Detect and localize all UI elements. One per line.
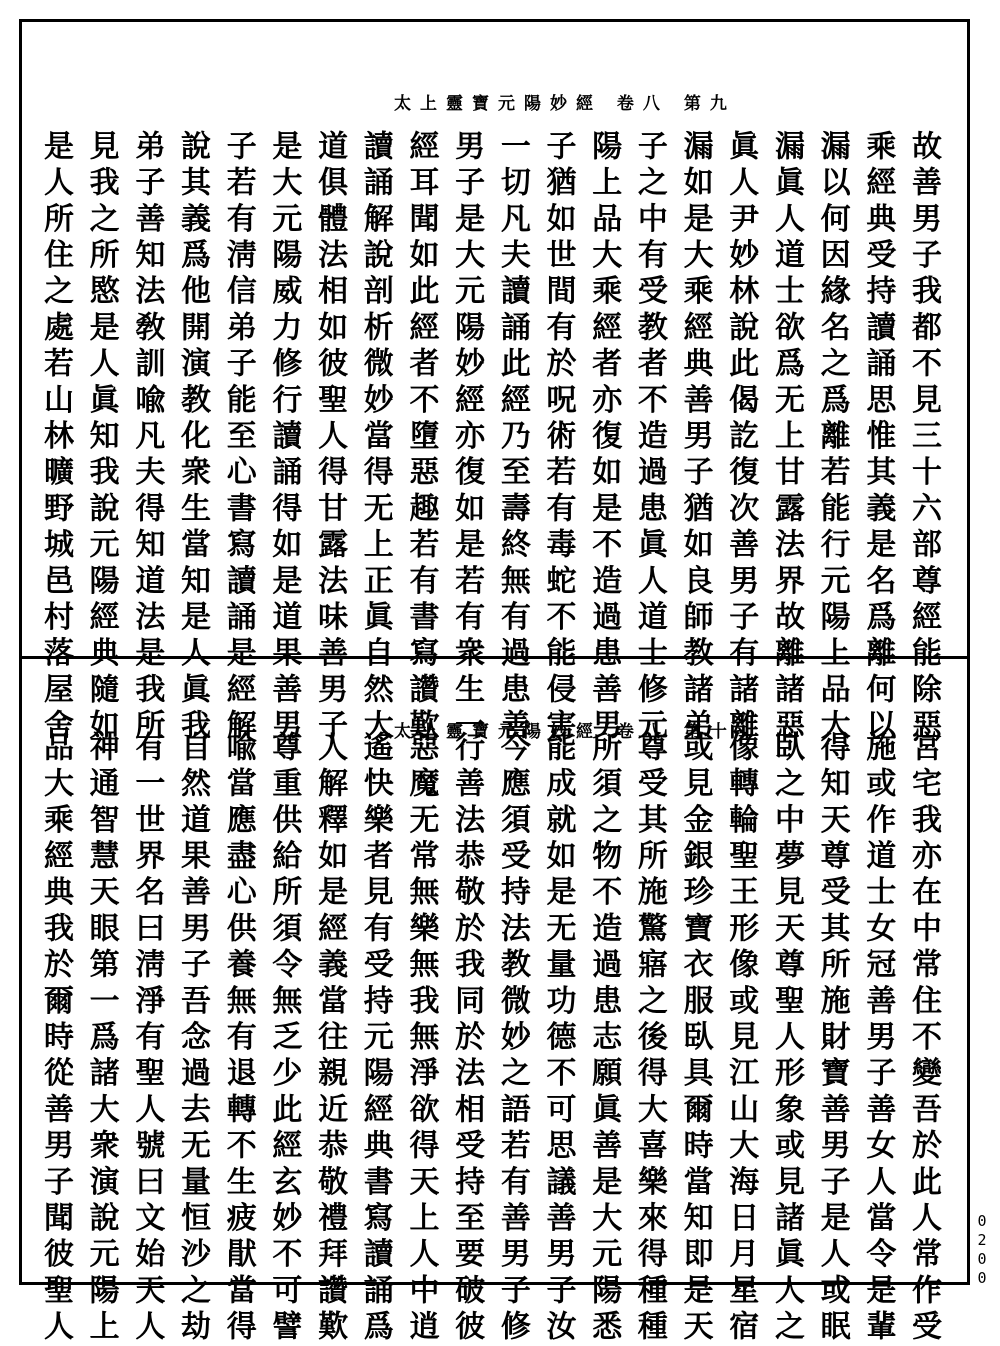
- text-column: 自然道果善男子吾念過去无量恒沙之劫: [175, 731, 211, 1346]
- text-column: 道俱體法相如彼聖人得甘露法味善男子: [312, 130, 348, 746]
- text-column: 行善法恭敬於我同於法相受持至要破彼: [449, 731, 485, 1346]
- text-column: 是大元陽威力修行讀誦得如是道果善男: [266, 130, 302, 746]
- text-column: 尊受其所施驚寤之後得大喜樂來得種種: [631, 731, 667, 1346]
- text-column: 喩當應盡心供養無有退轉不生疲猒當得: [220, 731, 256, 1346]
- text-column: 故善男子我都不見三十六部尊經能除惡: [906, 130, 941, 746]
- panel-header: 太上靈寶元陽妙經 卷八 第九: [394, 94, 736, 114]
- page-number: 0200: [973, 1212, 991, 1288]
- text-column: 子若有淸信弟子能至心書寫讀誦是經解: [220, 130, 256, 746]
- text-column: 讀誦解說剖析微妙當得无上正眞自然大: [357, 130, 393, 746]
- text-column: 像轉輪聖王形像或見江山大海日月星宿: [723, 731, 759, 1346]
- text-column: 或見金銀珍寶衣服臥具爾時當知即是天: [677, 731, 713, 1346]
- text-column: 弟子善知法敎訓喩凡夫得知道法是我所: [129, 130, 165, 746]
- text-column: 眞人尹妙林說此偈訖復次善男子有諸離: [723, 130, 759, 746]
- text-column: 是人所住之處若山林曠野城邑村落屋舍: [38, 130, 73, 746]
- text-column: 人解釋如是經義當往親近恭敬禮拜讚歎: [312, 731, 348, 1346]
- panel-header: 太上靈寶元陽妙經 卷八 第十: [394, 722, 736, 742]
- text-column: 乘經典受持讀誦思惟其義是名爲離何以: [860, 130, 896, 746]
- text-column: 見我之所愍是人眞知我說元陽經典隨如: [83, 130, 119, 746]
- text-column: 宮宅我亦在中常住不變吾於此人常作受: [906, 731, 941, 1346]
- text-column: 能成就如是无量功德不可思議善男子汝: [540, 731, 576, 1346]
- text-column: 陽上品大乘經者亦復如是不造過患善男: [586, 130, 622, 746]
- text-column: 漏如是大乘經典善男子猶如良師教諸弟: [677, 130, 713, 746]
- text-column: 臥之中夢見天尊聖人形象或見諸眞人之: [768, 731, 804, 1346]
- text-column: 男子是大元陽妙經亦復如是若有衆生一: [449, 130, 485, 746]
- text-column: 子之中有受教者不造過患眞人道士修元: [631, 130, 667, 746]
- text-column: 施或作道士女冠善男子善女人當令是輩: [860, 731, 896, 1346]
- bottom-panel: [22, 659, 967, 1346]
- text-column: 惡魔无常無樂無我無淨欲得天上人中逍: [403, 731, 439, 1346]
- text-column: 子猶如世間有於呪術若有毒蛇不能侵害: [540, 130, 576, 746]
- text-column: 漏以何因緣名之爲離若能行元陽上品大: [814, 130, 850, 746]
- text-column: 神通智慧天眼第一爲諸大衆演說元陽上: [83, 731, 119, 1346]
- text-column: 說其義爲他開演教化衆生當知是人眞我: [175, 130, 211, 746]
- text-column: 得知天尊受其所施財寶善男子是人或眠: [814, 731, 850, 1346]
- text-column: 今應須受持法教微妙之語若有善男子修: [494, 731, 530, 1346]
- text-column: 漏眞人道士欲爲无上甘露法界故離諸惡: [768, 130, 804, 746]
- text-column: 經耳聞如此經者不墮惡趣若有書寫讚歎: [403, 130, 439, 746]
- text-column: 所須之物不造過患志願眞善是大元陽悉: [586, 731, 622, 1346]
- text-column: 有一世界名曰淸淨有聖人號曰文始天人: [129, 731, 165, 1346]
- text-column: 尊重供給所須令無乏少此經玄妙不可譬: [266, 731, 302, 1346]
- text-column: 品大乘經典我於爾時從善男子聞彼聖人: [38, 731, 73, 1346]
- text-column: 遙快樂者見有受持元陽經典書寫讀誦爲: [357, 731, 393, 1346]
- text-column: 一切凡夫讀誦此經乃至壽終無有過患善: [494, 130, 530, 746]
